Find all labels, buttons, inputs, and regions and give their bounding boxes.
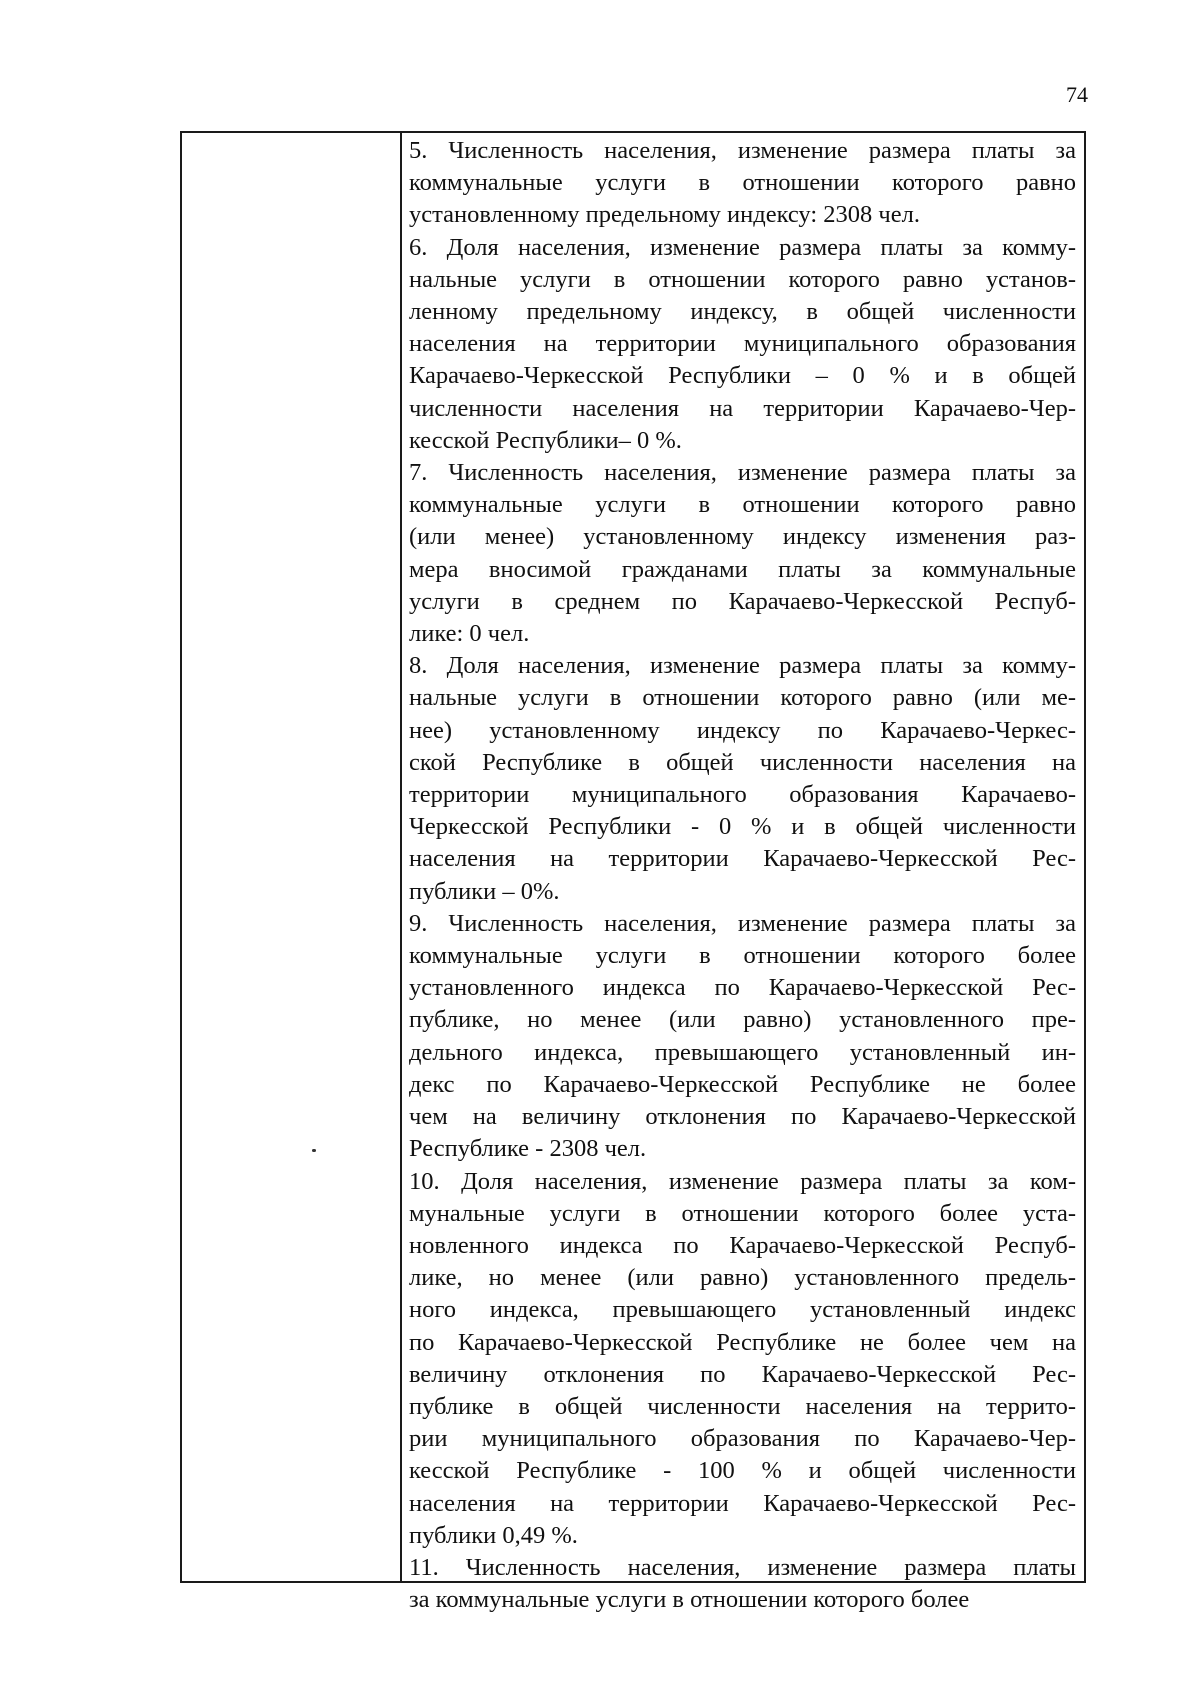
paragraph-item (409, 1166, 1076, 1552)
text-line: услуги в среднем по Карачаево-Черкесской Респуб- (409, 587, 1076, 615)
text-line: лике, но менее (или равно) установленного предель- (409, 1264, 1076, 1292)
text-line: публики 0,49 %. (409, 1521, 578, 1549)
text-line: установленного индекса по Карачаево-Черкесской Рес- (409, 974, 1076, 1002)
text-line: 10. Доля населения, изменение размера платы за ком- (409, 1167, 1076, 1195)
text-line: территории муниципального образования Карачаево- (409, 781, 1076, 809)
text-line: дельного индекса, превышающего установленный ин- (409, 1038, 1076, 1066)
text-line: коммунальные услуги в отношении которого равно (409, 169, 1076, 197)
text-line: установленному предельному индексу: 2308 чел. (409, 201, 920, 229)
text-line: 7. Численность населения, изменение размера платы за (409, 459, 1076, 487)
text-line: лике: 0 чел. (409, 620, 530, 648)
text-line: ской Республике в общей численности населения на (409, 748, 1076, 776)
text-line: кесской Республике - 100 % и общей численности (409, 1457, 1076, 1485)
text-line: 6. Доля населения, изменение размера платы за комму- (409, 233, 1076, 261)
text-line: Черкесской Республики - 0 % и в общей численности (409, 813, 1076, 841)
paragraph-item (409, 1552, 1076, 1616)
text-line: населения на территории Карачаево-Черкесской Рес- (409, 845, 1076, 873)
text-line: Республике - 2308 чел. (409, 1135, 647, 1163)
text-line: рии муниципального образования по Карачаево-Чер- (409, 1425, 1076, 1453)
text-line: за коммунальные услуги в отношении которого более (409, 1586, 970, 1614)
paragraph-item (409, 232, 1076, 457)
text-line: мунальные услуги в отношении которого более уста- (409, 1199, 1076, 1227)
text-line: чем на величину отклонения по Карачаево-Черкесской (409, 1103, 1076, 1131)
text-line: ного индекса, превышающего установленный индекс (409, 1296, 1076, 1324)
paragraph-item (409, 457, 1076, 650)
text-line: численности населения на территории Карачаево-Чер- (409, 394, 1076, 422)
page-number: 74 (1066, 82, 1088, 107)
text-line: коммунальные услуги в отношении которого равно (409, 491, 1076, 519)
paragraph-item (409, 650, 1076, 908)
text-line: 8. Доля населения, изменение размера платы за комму- (409, 652, 1076, 680)
text-line: публики – 0%. (409, 877, 560, 905)
table-left-cell (182, 133, 402, 1581)
text-line: нальные услуги в отношении которого равно (или ме- (409, 684, 1076, 712)
text-line: публике в общей численности населения на террито- (409, 1392, 1076, 1420)
text-line: ленному предельному индексу, в общей численности (409, 298, 1076, 326)
table-right-cell (402, 133, 1084, 1614)
text-line: 9. Численность населения, изменение размера платы за (409, 909, 1076, 937)
text-line: коммунальные услуги в отношении которого более (409, 942, 1076, 970)
paragraph-item (409, 908, 1076, 1166)
document-table (180, 131, 1086, 1614)
text-line: величину отклонения по Карачаево-Черкесской Рес- (409, 1360, 1076, 1388)
text-line: 5. Численность населения, изменение размера платы за (409, 137, 1076, 164)
text-line: 11. Численность населения, изменение размера платы (409, 1553, 1076, 1581)
scan-speck (312, 1149, 316, 1152)
text-line: Карачаево-Черкесской Республики – 0 % и в общей (409, 362, 1076, 390)
text-line: населения на территории Карачаево-Черкесской Рес- (409, 1489, 1076, 1517)
paragraph-item (409, 135, 1076, 232)
text-line: по Карачаево-Черкесской Республике не более чем на (409, 1328, 1076, 1356)
text-line: населения на территории муниципального образования (409, 330, 1076, 358)
text-line: кесской Республики– 0 %. (409, 426, 682, 454)
text-line: нальные услуги в отношении которого равно установ- (409, 265, 1076, 293)
text-line: декс по Карачаево-Черкесской Республике не более (409, 1070, 1076, 1098)
text-line: публике, но менее (или равно) установленного пре- (409, 1006, 1076, 1034)
text-line: мера вносимой гражданами платы за коммунальные (409, 555, 1076, 583)
text-line: (или менее) установленному индексу изменения раз- (409, 523, 1076, 551)
text-line: новленного индекса по Карачаево-Черкесской Респуб- (409, 1231, 1076, 1259)
text-line: нее) установленному индексу по Карачаево-Черкес- (409, 716, 1076, 744)
